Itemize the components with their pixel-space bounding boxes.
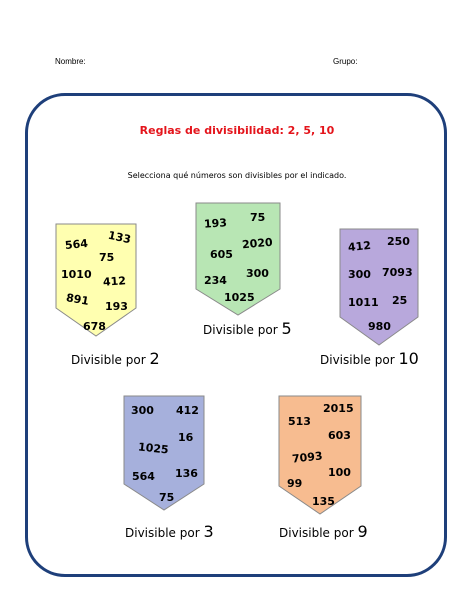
number-item[interactable]: 75	[99, 251, 115, 264]
number-item[interactable]: 193	[105, 300, 128, 313]
label-divisible-10: Divisible por 10	[320, 349, 419, 368]
label-divisible-9: Divisible por 9	[279, 522, 368, 541]
number-item[interactable]: 1010	[61, 268, 92, 281]
number-item[interactable]: 1025	[137, 440, 170, 457]
number-item[interactable]: 1011	[348, 296, 379, 309]
shield-divisible-5	[196, 203, 280, 315]
number-item[interactable]: 300	[131, 404, 154, 417]
number-item[interactable]: 75	[159, 491, 175, 504]
number-item[interactable]: 25	[392, 294, 408, 307]
number-item[interactable]: 412	[102, 274, 127, 289]
number-item[interactable]: 412	[176, 404, 199, 417]
number-item[interactable]: 2015	[323, 402, 354, 415]
page-title: Reglas de divisibilidad: 2, 5, 10	[139, 124, 335, 137]
number-item[interactable]: 250	[387, 235, 410, 248]
label-divisible-5: Divisible por 5	[203, 319, 292, 338]
number-item[interactable]: 564	[64, 236, 89, 253]
shield-divisible-2	[56, 224, 136, 336]
number-item[interactable]: 99	[287, 477, 303, 490]
number-item[interactable]: 234	[204, 274, 227, 287]
number-item[interactable]: 891	[65, 291, 90, 308]
number-item[interactable]: 133	[106, 228, 133, 247]
shield-divisible-3	[124, 396, 204, 510]
number-item[interactable]: 300	[246, 267, 269, 280]
group-field-label: Grupo:	[333, 57, 358, 66]
number-item[interactable]: 75	[250, 211, 266, 224]
number-item[interactable]: 7093	[382, 266, 413, 279]
number-item[interactable]: 605	[210, 248, 233, 261]
number-item[interactable]: 300	[348, 268, 371, 281]
number-item[interactable]: 7093	[291, 449, 324, 466]
number-item[interactable]: 136	[175, 467, 198, 480]
number-item[interactable]: 513	[288, 415, 311, 428]
number-item[interactable]: 2020	[241, 235, 274, 252]
number-item[interactable]: 135	[312, 495, 335, 508]
number-item[interactable]: 603	[328, 429, 351, 442]
number-item[interactable]: 980	[368, 320, 391, 333]
number-item[interactable]: 100	[328, 466, 351, 479]
name-field-label: Nombre:	[55, 57, 86, 66]
label-divisible-2: Divisible por 2	[71, 349, 160, 368]
number-item[interactable]: 412	[347, 238, 372, 255]
number-item[interactable]: 193	[203, 216, 228, 231]
shield-divisible-10	[340, 229, 418, 345]
number-item[interactable]: 1025	[224, 291, 255, 304]
number-item[interactable]: 16	[178, 431, 194, 444]
number-item[interactable]: 678	[83, 320, 106, 333]
number-item[interactable]: 564	[132, 470, 155, 483]
instructions: Selecciona qué números son divisibles por el indicado.	[127, 171, 347, 180]
shield-divisible-9	[279, 396, 361, 514]
label-divisible-3: Divisible por 3	[125, 522, 214, 541]
